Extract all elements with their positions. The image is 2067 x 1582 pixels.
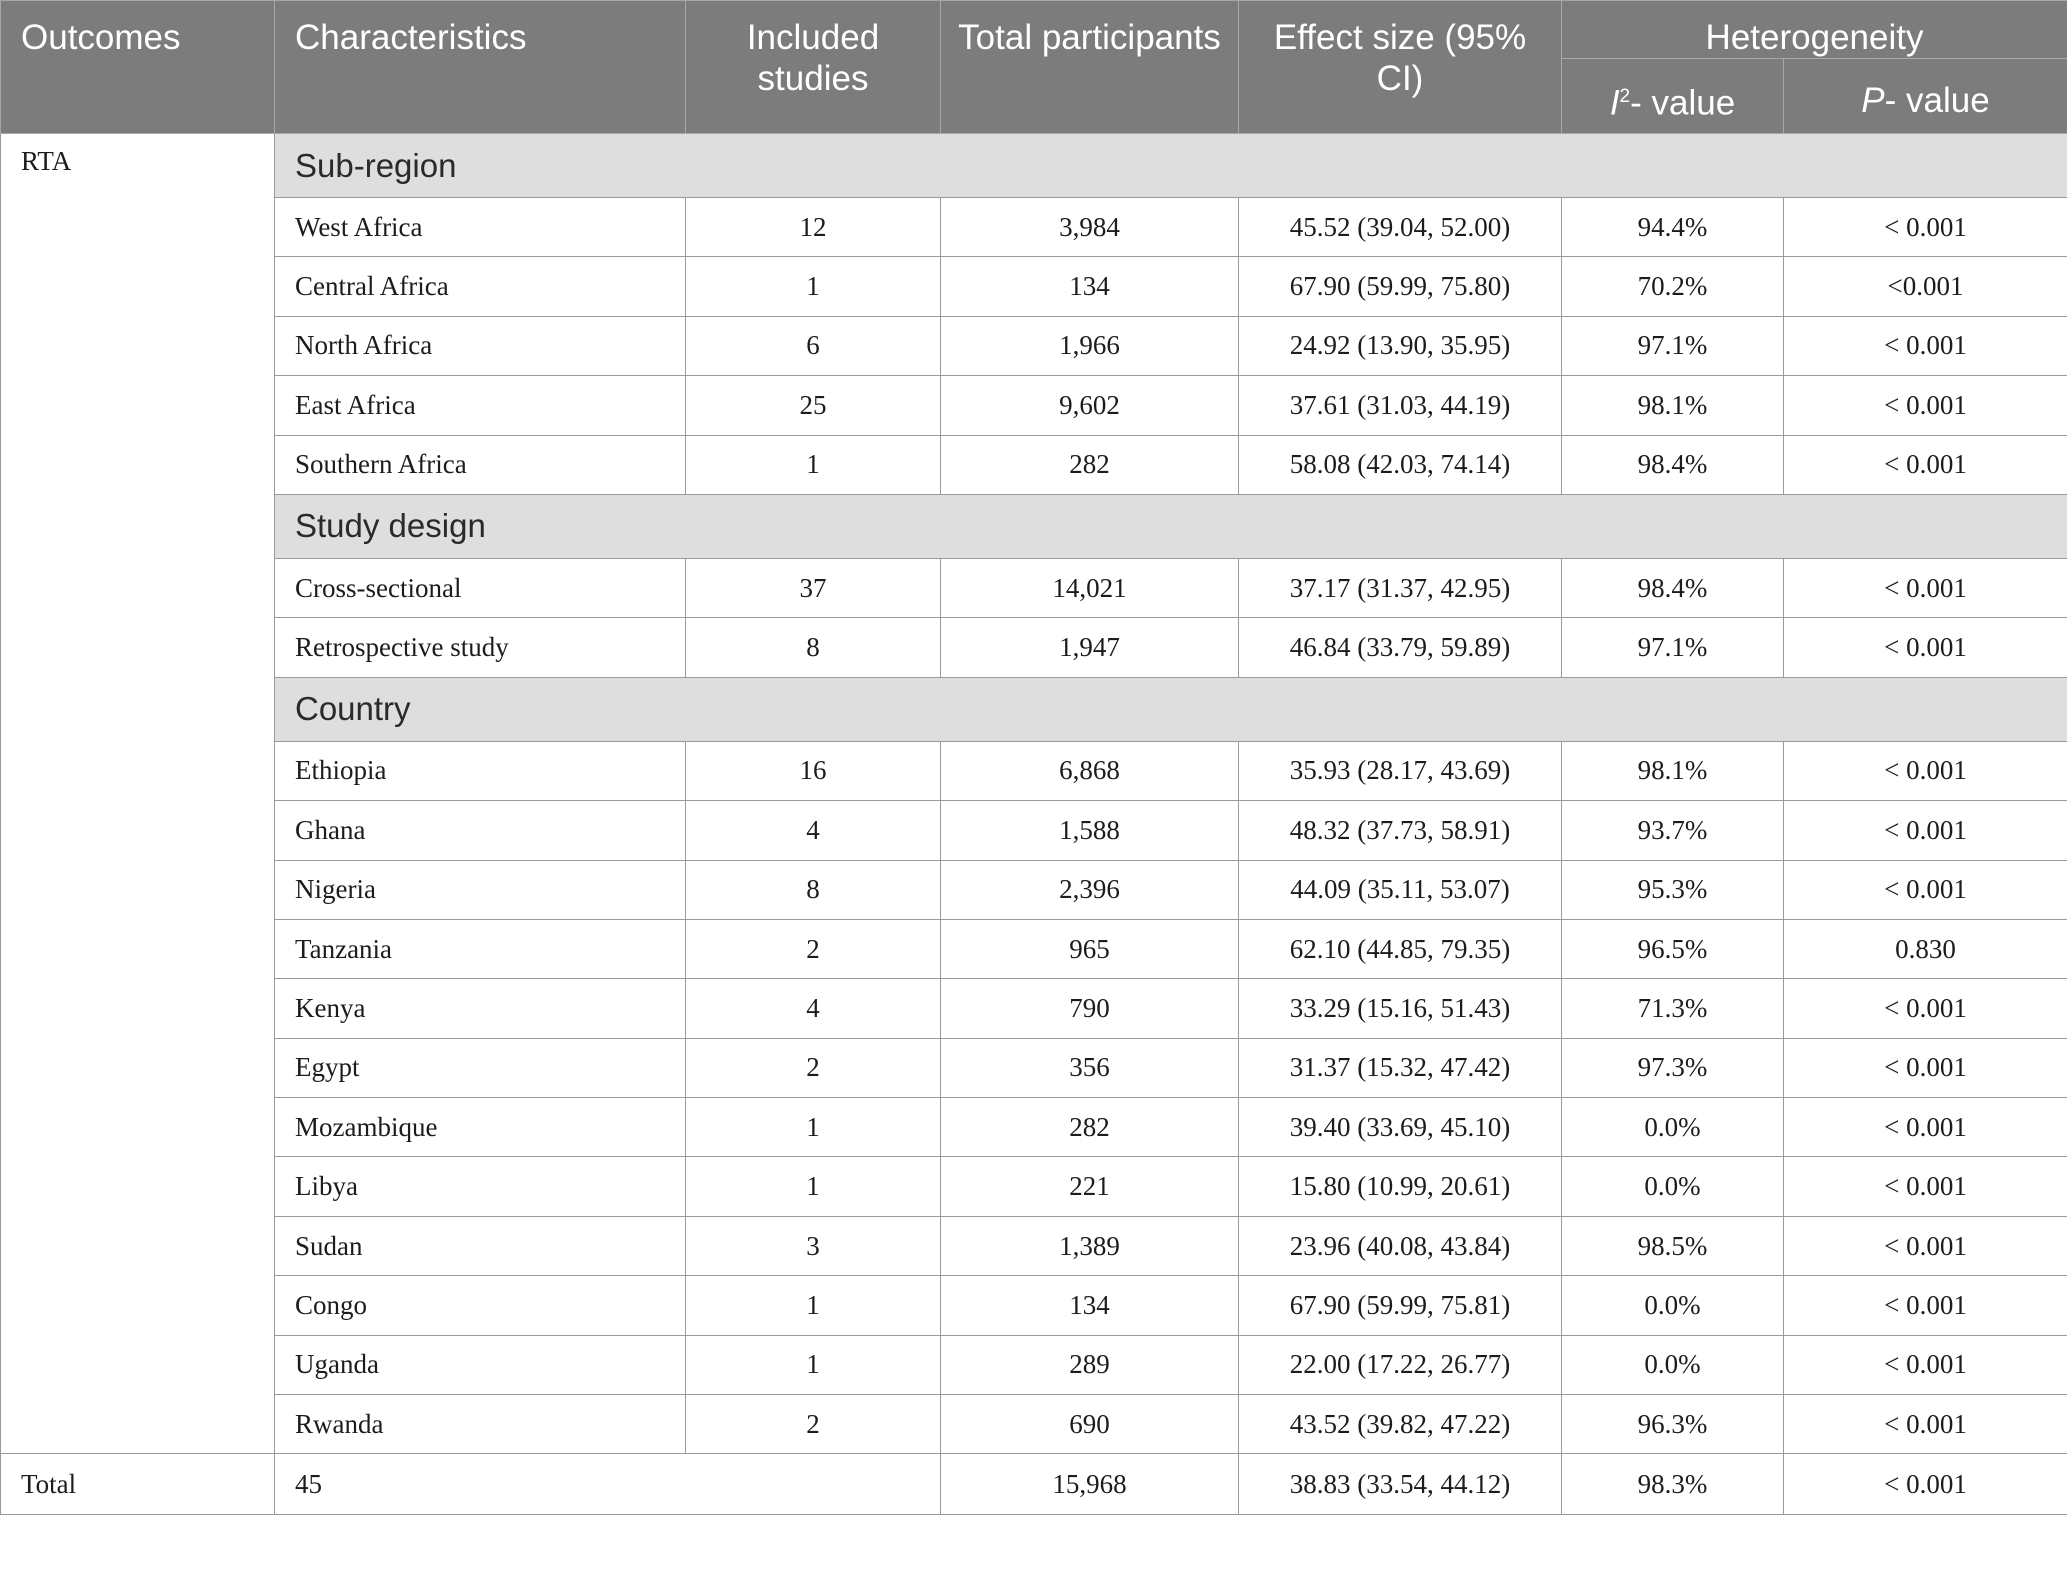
col-header-effect-size: Effect size (95% CI) <box>1239 1 1562 134</box>
table-row <box>1 257 2067 316</box>
i2-cell: 98.4% <box>1562 558 1784 617</box>
effect-size-cell: 43.52 (39.82, 47.22) <box>1239 1395 1562 1454</box>
total-label: Total <box>1 1454 275 1515</box>
total-p-value: < 0.001 <box>1784 1454 2067 1515</box>
participants-cell: 1,588 <box>941 801 1239 860</box>
studies-cell: 1 <box>686 1335 941 1394</box>
p-value-cell: < 0.001 <box>1784 1395 2067 1454</box>
participants-cell: 9,602 <box>941 376 1239 435</box>
table-row <box>1 316 2067 375</box>
i2-cell: 70.2% <box>1562 257 1784 316</box>
characteristic-cell: Mozambique <box>275 1098 686 1157</box>
effect-size-cell: 39.40 (33.69, 45.10) <box>1239 1098 1562 1157</box>
col-header-outcomes: Outcomes <box>1 1 275 134</box>
effect-size-cell: 37.61 (31.03, 44.19) <box>1239 376 1562 435</box>
i2-cell: 0.0% <box>1562 1335 1784 1394</box>
p-value-cell: < 0.001 <box>1784 979 2067 1038</box>
p-value-cell: < 0.001 <box>1784 1098 2067 1157</box>
table-row <box>1 919 2067 978</box>
i2-cell: 97.1% <box>1562 618 1784 677</box>
p-symbol: P <box>1861 80 1885 120</box>
group-row-design <box>1 494 2067 558</box>
p-value-cell: < 0.001 <box>1784 435 2067 494</box>
table-row <box>1 558 2067 617</box>
participants-cell: 3,984 <box>941 198 1239 257</box>
characteristic-cell: Libya <box>275 1157 686 1216</box>
studies-cell: 2 <box>686 1038 941 1097</box>
p-value-cell: < 0.001 <box>1784 1157 2067 1216</box>
studies-cell: 8 <box>686 860 941 919</box>
characteristic-cell: West Africa <box>275 198 686 257</box>
i2-cell: 0.0% <box>1562 1157 1784 1216</box>
participants-cell: 282 <box>941 1098 1239 1157</box>
participants-cell: 965 <box>941 919 1239 978</box>
characteristic-cell: Central Africa <box>275 257 686 316</box>
i2-superscript: 2 <box>1619 86 1631 108</box>
i2-cell: 96.3% <box>1562 1395 1784 1454</box>
col-header-total-participants: Total participants <box>941 1 1239 134</box>
characteristic-cell: Egypt <box>275 1038 686 1097</box>
participants-cell: 221 <box>941 1157 1239 1216</box>
table-row <box>1 979 2067 1038</box>
i2-cell: 98.4% <box>1562 435 1784 494</box>
i2-cell: 95.3% <box>1562 860 1784 919</box>
participants-cell: 2,396 <box>941 860 1239 919</box>
characteristic-cell: North Africa <box>275 316 686 375</box>
p-value-cell: < 0.001 <box>1784 618 2067 677</box>
i2-cell: 93.7% <box>1562 801 1784 860</box>
studies-cell: 1 <box>686 1276 941 1335</box>
effect-size-cell: 37.17 (31.37, 42.95) <box>1239 558 1562 617</box>
effect-size-cell: 67.90 (59.99, 75.81) <box>1239 1276 1562 1335</box>
i2-cell: 98.1% <box>1562 376 1784 435</box>
characteristic-cell: Ethiopia <box>275 741 686 800</box>
studies-cell: 2 <box>686 1395 941 1454</box>
studies-cell: 37 <box>686 558 941 617</box>
i2-symbol: I <box>1609 83 1620 123</box>
table-row <box>1 1157 2067 1216</box>
col-header-characteristics: Characteristics <box>275 1 686 134</box>
p-suffix: - value <box>1884 80 1990 120</box>
participants-cell: 356 <box>941 1038 1239 1097</box>
effect-size-cell: 46.84 (33.79, 59.89) <box>1239 618 1562 677</box>
p-value-cell: < 0.001 <box>1784 316 2067 375</box>
group-row-subregion <box>1 134 2067 198</box>
group-title: Study design <box>275 494 2067 558</box>
p-value-cell: < 0.001 <box>1784 558 2067 617</box>
i2-suffix: - value <box>1630 83 1736 123</box>
effect-size-cell: 24.92 (13.90, 35.95) <box>1239 316 1562 375</box>
i2-cell: 94.4% <box>1562 198 1784 257</box>
table-row <box>1 1038 2067 1097</box>
i2-cell: 98.1% <box>1562 741 1784 800</box>
i2-cell: 97.3% <box>1562 1038 1784 1097</box>
studies-cell: 25 <box>686 376 941 435</box>
effect-size-cell: 23.96 (40.08, 43.84) <box>1239 1216 1562 1275</box>
studies-cell: 1 <box>686 435 941 494</box>
characteristic-cell: Nigeria <box>275 860 686 919</box>
participants-cell: 289 <box>941 1335 1239 1394</box>
characteristic-cell: Southern Africa <box>275 435 686 494</box>
group-row-country <box>1 677 2067 741</box>
participants-cell: 14,021 <box>941 558 1239 617</box>
p-value-cell: < 0.001 <box>1784 1335 2067 1394</box>
col-header-heterogeneity: Heterogeneity <box>1562 1 2067 59</box>
characteristic-cell: Retrospective study <box>275 618 686 677</box>
i2-cell: 0.0% <box>1562 1098 1784 1157</box>
studies-cell: 1 <box>686 257 941 316</box>
characteristic-cell: Congo <box>275 1276 686 1335</box>
group-title: Country <box>275 677 2067 741</box>
table-row <box>1 1098 2067 1157</box>
table-row <box>1 618 2067 677</box>
characteristic-cell: East Africa <box>275 376 686 435</box>
effect-size-cell: 15.80 (10.99, 20.61) <box>1239 1157 1562 1216</box>
participants-cell: 282 <box>941 435 1239 494</box>
i2-cell: 71.3% <box>1562 979 1784 1038</box>
p-value-cell: < 0.001 <box>1784 860 2067 919</box>
characteristic-cell: Tanzania <box>275 919 686 978</box>
p-value-cell: <0.001 <box>1784 257 2067 316</box>
table-row <box>1 1395 2067 1454</box>
effect-size-cell: 48.32 (37.73, 58.91) <box>1239 801 1562 860</box>
p-value-cell: < 0.001 <box>1784 1038 2067 1097</box>
characteristic-cell: Kenya <box>275 979 686 1038</box>
i2-cell: 96.5% <box>1562 919 1784 978</box>
effect-size-cell: 67.90 (59.99, 75.80) <box>1239 257 1562 316</box>
participants-cell: 790 <box>941 979 1239 1038</box>
effect-size-cell: 62.10 (44.85, 79.35) <box>1239 919 1562 978</box>
characteristic-cell: Rwanda <box>275 1395 686 1454</box>
p-value-cell: < 0.001 <box>1784 741 2067 800</box>
p-value-cell: 0.830 <box>1784 919 2067 978</box>
col-header-p <box>1784 59 2067 134</box>
studies-cell: 6 <box>686 316 941 375</box>
characteristic-cell: Sudan <box>275 1216 686 1275</box>
i2-cell: 0.0% <box>1562 1276 1784 1335</box>
participants-cell: 1,947 <box>941 618 1239 677</box>
participants-cell: 134 <box>941 1276 1239 1335</box>
p-value-cell: < 0.001 <box>1784 198 2067 257</box>
p-value-cell: < 0.001 <box>1784 801 2067 860</box>
studies-cell: 3 <box>686 1216 941 1275</box>
i2-cell: 97.1% <box>1562 316 1784 375</box>
effect-size-cell: 45.52 (39.04, 52.00) <box>1239 198 1562 257</box>
studies-cell: 16 <box>686 741 941 800</box>
participants-cell: 134 <box>941 257 1239 316</box>
effect-size-cell: 31.37 (15.32, 47.42) <box>1239 1038 1562 1097</box>
total-participants: 15,968 <box>941 1454 1239 1515</box>
table-row <box>1 741 2067 800</box>
participants-cell: 690 <box>941 1395 1239 1454</box>
studies-cell: 1 <box>686 1098 941 1157</box>
table-row <box>1 435 2067 494</box>
studies-cell: 8 <box>686 618 941 677</box>
col-header-i2 <box>1562 59 1784 134</box>
p-value-cell: < 0.001 <box>1784 1276 2067 1335</box>
table-row <box>1 1216 2067 1275</box>
total-studies: 45 <box>275 1454 941 1515</box>
table-row <box>1 801 2067 860</box>
col-header-included-studies: Included studies <box>686 1 941 134</box>
table-row <box>1 1335 2067 1394</box>
studies-cell: 2 <box>686 919 941 978</box>
p-value-cell: < 0.001 <box>1784 376 2067 435</box>
characteristic-cell: Uganda <box>275 1335 686 1394</box>
i2-cell: 98.5% <box>1562 1216 1784 1275</box>
table-row <box>1 860 2067 919</box>
effect-size-cell: 44.09 (35.11, 53.07) <box>1239 860 1562 919</box>
studies-cell: 4 <box>686 801 941 860</box>
table-row <box>1 1276 2067 1335</box>
total-effect-size: 38.83 (33.54, 44.12) <box>1239 1454 1562 1515</box>
effect-size-cell: 22.00 (17.22, 26.77) <box>1239 1335 1562 1394</box>
total-row <box>1 1454 2067 1515</box>
table-row <box>1 376 2067 435</box>
studies-cell: 12 <box>686 198 941 257</box>
characteristic-cell: Ghana <box>275 801 686 860</box>
outcome-cell: RTA <box>1 134 275 1454</box>
studies-cell: 1 <box>686 1157 941 1216</box>
effect-size-cell: 33.29 (15.16, 51.43) <box>1239 979 1562 1038</box>
effect-size-cell: 35.93 (28.17, 43.69) <box>1239 741 1562 800</box>
p-value-cell: < 0.001 <box>1784 1216 2067 1275</box>
group-title: Sub-region <box>275 134 2067 198</box>
table-row <box>1 198 2067 257</box>
participants-cell: 1,966 <box>941 316 1239 375</box>
total-i2: 98.3% <box>1562 1454 1784 1515</box>
header-row <box>1 1 2067 59</box>
effect-size-cell: 58.08 (42.03, 74.14) <box>1239 435 1562 494</box>
studies-cell: 4 <box>686 979 941 1038</box>
characteristic-cell: Cross-sectional <box>275 558 686 617</box>
participants-cell: 1,389 <box>941 1216 1239 1275</box>
participants-cell: 6,868 <box>941 741 1239 800</box>
